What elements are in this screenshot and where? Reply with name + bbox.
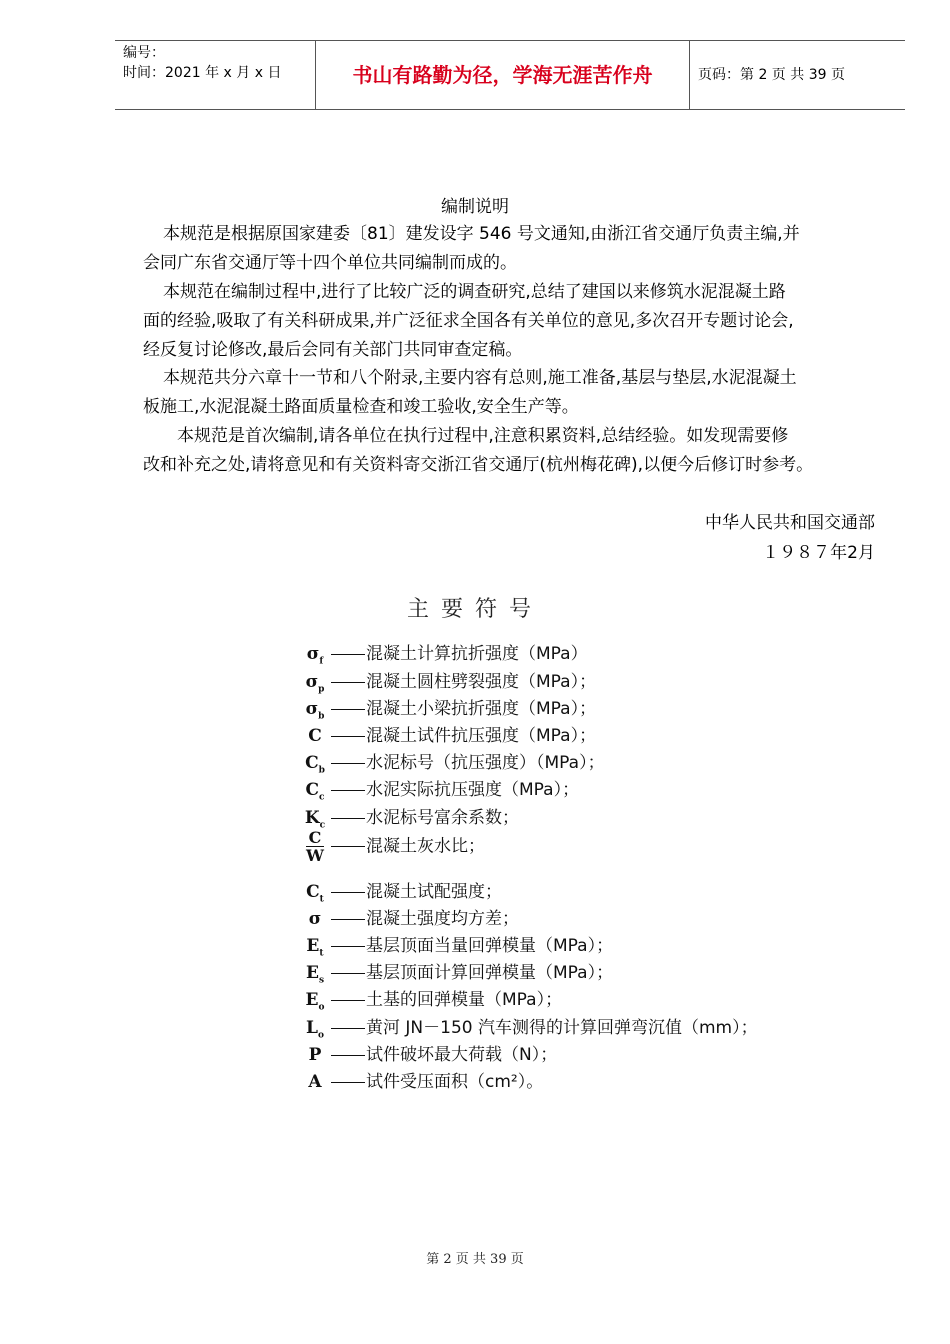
dash xyxy=(331,1000,365,1001)
paragraph-line: 板施工,水泥混凝土路面质量检查和竣工验收,安全生产等。 xyxy=(143,397,579,417)
dash xyxy=(331,1082,365,1083)
paragraph-1 xyxy=(143,220,883,278)
symbol-item xyxy=(300,958,860,985)
symbol-key: $C_c$ xyxy=(305,780,325,803)
symbol-key: $\sigma_p$ xyxy=(305,672,325,695)
paragraph-line: 会同广东省交通厅等十四个单位共同编制而成的。 xyxy=(143,253,517,273)
symbol-desc: 混凝土灰水比； xyxy=(366,836,485,857)
symbol-item xyxy=(300,829,860,864)
symbol-key: $C_t$ xyxy=(306,882,324,905)
symbol-item xyxy=(300,1013,860,1040)
paragraph-line: 改和补充之处,请将意见和有关资料寄交浙江省交通厅(杭州梅花碑),以便今后修订时参考。 xyxy=(143,455,814,475)
symbol-key: σ xyxy=(308,909,322,929)
symbol-desc: 土基的回弹模量（MPa）； xyxy=(366,990,563,1010)
symbol-desc: 基层顶面当量回弹模量（MPa）； xyxy=(366,936,614,956)
symbol-key: P xyxy=(308,1045,322,1065)
symbol-key: $L_o$ xyxy=(306,1018,324,1041)
dash xyxy=(331,818,365,819)
symbol-item xyxy=(300,775,860,802)
symbol-item xyxy=(300,694,860,721)
dash xyxy=(331,892,365,893)
symbol-item xyxy=(300,1040,860,1065)
symbol-key: C xyxy=(308,726,322,746)
date-line: 时间：2021 年 x 月 x 日 xyxy=(123,65,282,81)
symbol-desc: 黄河 JN－150 汽车测得的计算回弹弯沉值（mm）； xyxy=(366,1018,758,1038)
paragraph-4 xyxy=(143,422,883,480)
symbol-key: $\sigma_f$ xyxy=(306,644,324,667)
symbol-desc: 混凝土强度均方差； xyxy=(366,909,519,929)
symbol-desc: 水泥标号（抗压强度）（MPa）； xyxy=(366,753,605,773)
dash xyxy=(331,709,365,710)
page-header xyxy=(115,40,905,110)
symbol-item xyxy=(300,1067,860,1092)
dash xyxy=(331,654,365,655)
symbol-desc: 水泥标号富余系数； xyxy=(366,808,519,828)
symbol-item xyxy=(300,904,860,929)
symbol-item xyxy=(300,877,860,904)
symbol-desc: 水泥实际抗压强度（MPa）； xyxy=(366,780,580,800)
page-info: 页码：第 2 页 共 39 页 xyxy=(698,67,845,83)
symbol-item xyxy=(300,931,860,958)
symbol-key: $\sigma_b$ xyxy=(305,699,325,722)
symbol-item xyxy=(300,803,860,830)
symbol-desc: 混凝土计算抗折强度（MPa） xyxy=(366,644,588,664)
symbol-desc: 混凝土小梁抗折强度（MPa）； xyxy=(366,699,597,719)
dash xyxy=(331,790,365,791)
signature: 中华人民共和国交通部 xyxy=(705,513,875,533)
page-footer: 第 2 页 共 39 页 xyxy=(426,1252,524,1267)
paragraph-line: 经反复讨论修改,最后会同有关部门共同审查定稿。 xyxy=(143,340,523,360)
symbol-key: $K_c$ xyxy=(304,808,326,831)
symbol-item xyxy=(300,748,860,775)
symbol-key: $E_s$ xyxy=(305,963,325,986)
paragraph-line: 面的经验,吸取了有关科研成果,并广泛征求全国各有关单位的意见,多次召开专题讨论会, xyxy=(143,311,794,331)
dash xyxy=(331,919,365,920)
symbols-title: 主要符号 xyxy=(406,597,543,622)
paragraph-line: 本规范共分六章十一节和八个附录,主要内容有总则,施工准备,基层与垫层,水泥混凝土 xyxy=(163,368,797,388)
dash xyxy=(331,973,365,974)
symbol-item xyxy=(300,639,860,666)
paragraph-line: 本规范是首次编制,请各单位在执行过程中,注意积累资料,总结经验。如发现需要修 xyxy=(177,426,789,446)
paragraph-line: 本规范是根据原国家建委〔81〕建发设字 546 号文通知,由浙江省交通厅负责主编,并 xyxy=(163,224,800,244)
symbol-desc: 混凝土试件抗压强度（MPa）； xyxy=(366,726,597,746)
fraction-symbol: $\frac{C}{W}$ xyxy=(306,828,324,865)
motto: 书山有路勤为径，学海无涯苦作舟 xyxy=(316,41,690,109)
signature-date: １９８７年2月 xyxy=(762,543,875,563)
paragraph-2 xyxy=(143,278,883,365)
symbol-key: $C_b$ xyxy=(305,753,325,776)
dash xyxy=(331,1055,365,1056)
dash xyxy=(331,846,365,847)
symbol-item xyxy=(300,985,860,1012)
symbol-desc: 试件受压面积（cm²）。 xyxy=(366,1072,544,1092)
symbol-key: $E_o$ xyxy=(305,990,325,1013)
header-info-cell xyxy=(115,41,316,109)
symbol-desc: 基层顶面计算回弹模量（MPa）； xyxy=(366,963,614,983)
symbol-desc: 试件破坏最大荷载（N）； xyxy=(366,1045,558,1065)
symbol-desc: 混凝土圆柱劈裂强度（MPa）； xyxy=(366,672,597,692)
dash xyxy=(331,1028,365,1029)
symbol-desc: 混凝土试配强度； xyxy=(366,882,502,902)
dash xyxy=(331,682,365,683)
symbol-key: A xyxy=(308,1072,322,1092)
dash xyxy=(331,763,365,764)
paragraph-line: 本规范在编制过程中,进行了比较广泛的调查研究,总结了建国以来修筑水泥混凝土路 xyxy=(163,282,786,302)
symbol-item xyxy=(300,721,860,746)
number-label: 编号： xyxy=(123,45,165,61)
symbol-item xyxy=(300,667,860,694)
symbol-key: $E_t$ xyxy=(306,936,324,959)
intro-title: 编制说明 xyxy=(441,197,509,217)
dash xyxy=(331,736,365,737)
dash xyxy=(331,946,365,947)
paragraph-3 xyxy=(143,364,883,422)
